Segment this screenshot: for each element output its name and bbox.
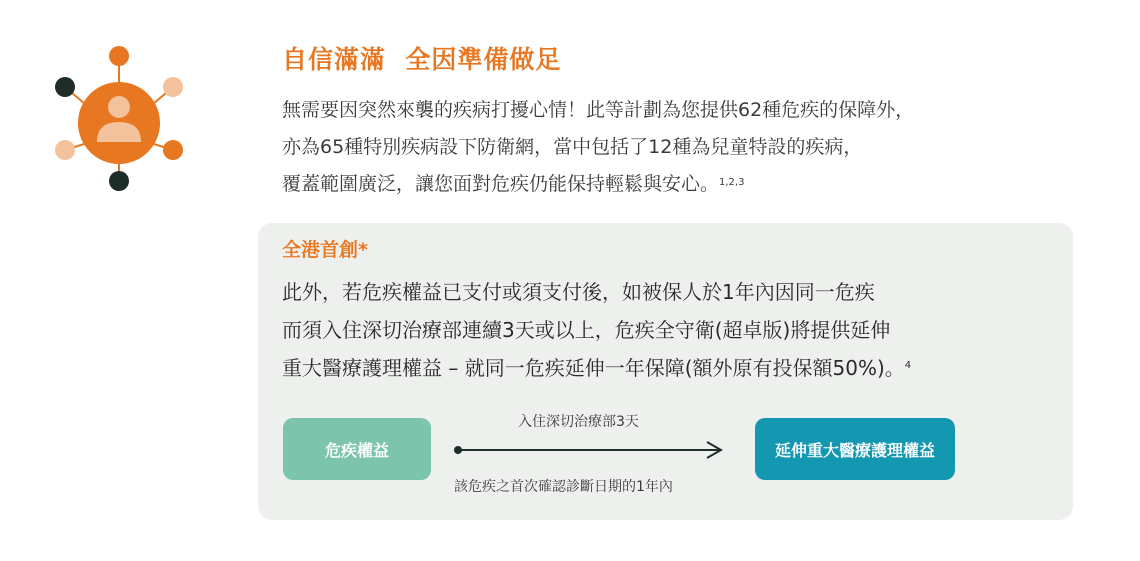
panel-body [282, 273, 1062, 387]
person-network-icon [50, 42, 190, 192]
panel-line-1: 此外，若危疾權益已支付或須支付後，如被保人於1年內因同一危疾 [282, 280, 875, 304]
intro-line-3-text: 覆蓋範圍廣泛，讓您面對危疾仍能保持輕鬆與安心。 [282, 173, 720, 195]
panel-line-3-text: 重大醫療護理權益 – 就同一危疾延伸一年保障(額外原有投保額50%)。 [282, 356, 905, 380]
footnote-ref: 4 [904, 360, 912, 371]
panel-line-2: 而須入住深切治療部連續3天或以上，危疾全守衛(超卓版)將提供延伸 [282, 318, 891, 342]
panel-title: 全港首創* [282, 239, 368, 261]
intro-line-2: 亦為65種特別疾病設下防衛網，當中包括了12種為兒童特設的疾病， [282, 136, 863, 158]
extended-medical-care-benefit-box: 延伸重大醫療護理權益 [755, 418, 955, 480]
intro-paragraph [282, 92, 1102, 203]
intro-line-3 [282, 166, 1102, 203]
timeline-label-top: 入住深切治療部3天 [518, 414, 639, 430]
arrow-right-icon [453, 437, 733, 463]
footnote-ref: 1,2,3 [719, 177, 745, 188]
feature-panel [258, 223, 1073, 520]
panel-line-3 [282, 349, 1062, 387]
critical-illness-benefit-box: 危疾權益 [283, 418, 431, 480]
intro-line-1: 無需要因突然來襲的疾病打擾心情！此等計劃為您提供62種危疾的保障外， [282, 99, 915, 121]
page-title: 自信滿滿 全因準備做足 [282, 45, 562, 74]
timeline-label-bottom: 該危疾之首次確認診斷日期的1年內 [454, 479, 673, 495]
